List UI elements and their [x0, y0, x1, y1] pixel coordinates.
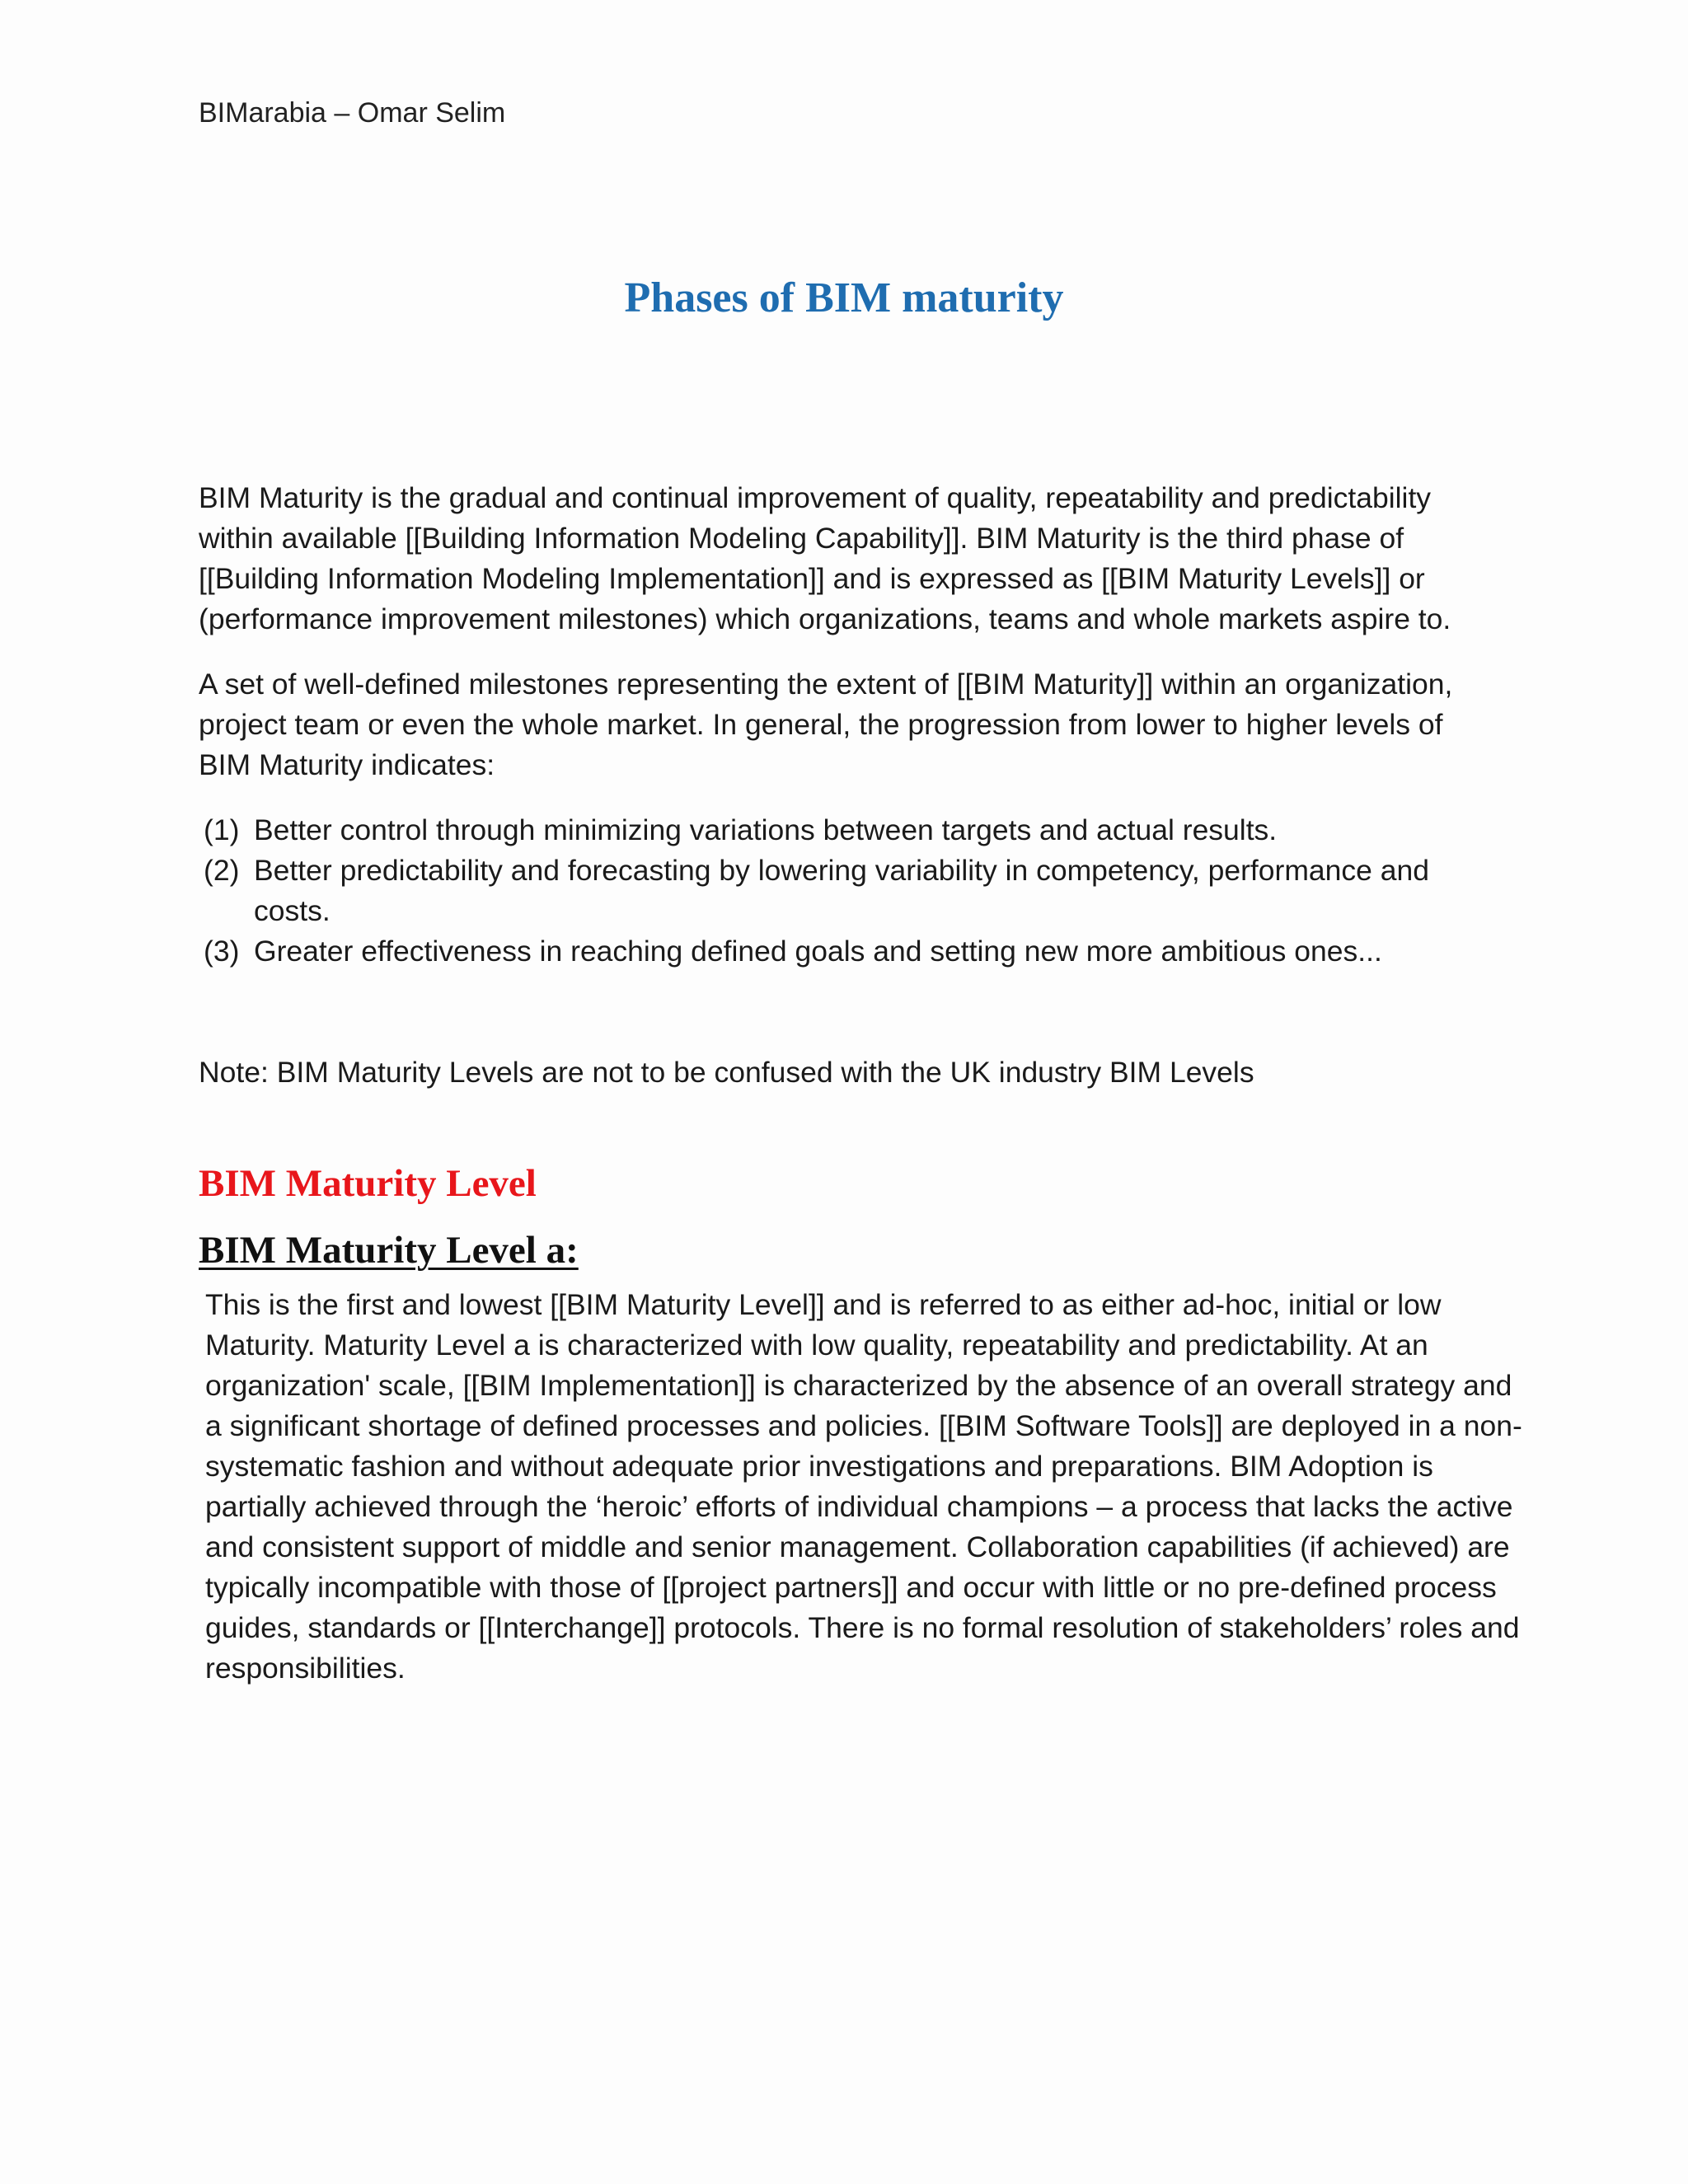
level-a-paragraph: This is the first and lowest [[BIM Maturity Level]] and is referred to as either ad-hoc, initial or low Maturity. Maturity Level a is characterized with low quality, repeatability and predictability. At an organization' scale, [[BIM Implementation]] is characterized by the absence of an overall strategy and a significant shortage of defined processes and policies. [[BIM Software Tools]] are deployed in a non-systematic fashion and without adequate prior investigations and preparations. BIM Adoption is partially achieved through the ‘heroic’ efforts of individual champions – a process that lacks the active and consistent support of middle and senior management. Collaboration capabilities (if achieved) are typically incompatible with those of [[project partners]] and occur with little or no pre-defined process guides, standards or [[Interchange]] protocols. There is no formal resolution of stakeholders’ roles and responsibilities. — [205, 1288, 1522, 1685]
benefits-list — [199, 810, 1501, 972]
list-marker: (1) — [204, 813, 240, 846]
section-heading: BIM Maturity Level — [199, 1162, 537, 1205]
page-title: Phases of BIM maturity — [624, 274, 1064, 321]
list-item-text: Better predictability and forecasting by lowering variability in competency, performance and costs. — [254, 854, 1429, 927]
intro-paragraph: BIM Maturity is the gradual and continual improvement of quality, repeatability and predictability within available [[Building Information Modeling Capability]]. BIM Maturity is the third phase of [[Building Information Modeling Implementation]] and is expressed as [[BIM Maturity Levels]] or (performance improvement milestones) which organizations, teams and whole markets aspire to. — [199, 481, 1451, 635]
list-marker: (3) — [204, 935, 240, 968]
list-item-text: Better control through minimizing variations between targets and actual results. — [254, 813, 1278, 846]
list-item — [199, 931, 1501, 972]
list-item — [199, 810, 1501, 851]
subsection-heading: BIM Maturity Level a: — [199, 1229, 579, 1272]
list-item-text: Greater effectiveness in reaching defined goals and setting new more ambitious ones... — [254, 935, 1382, 968]
list-marker: (2) — [204, 854, 240, 887]
list-item — [199, 851, 1501, 931]
document-body — [199, 478, 1522, 1689]
milestones-paragraph: A set of well-defined milestones representing the extent of [[BIM Maturity]] within an organization, project team or even the whole market. In general, the progression from lower to higher levels of BIM Maturity indicates: — [199, 668, 1453, 781]
note-paragraph: Note: BIM Maturity Levels are not to be confused with the UK industry BIM Levels — [199, 1056, 1254, 1089]
running-header: BIMarabia – Omar Selim — [199, 97, 506, 129]
